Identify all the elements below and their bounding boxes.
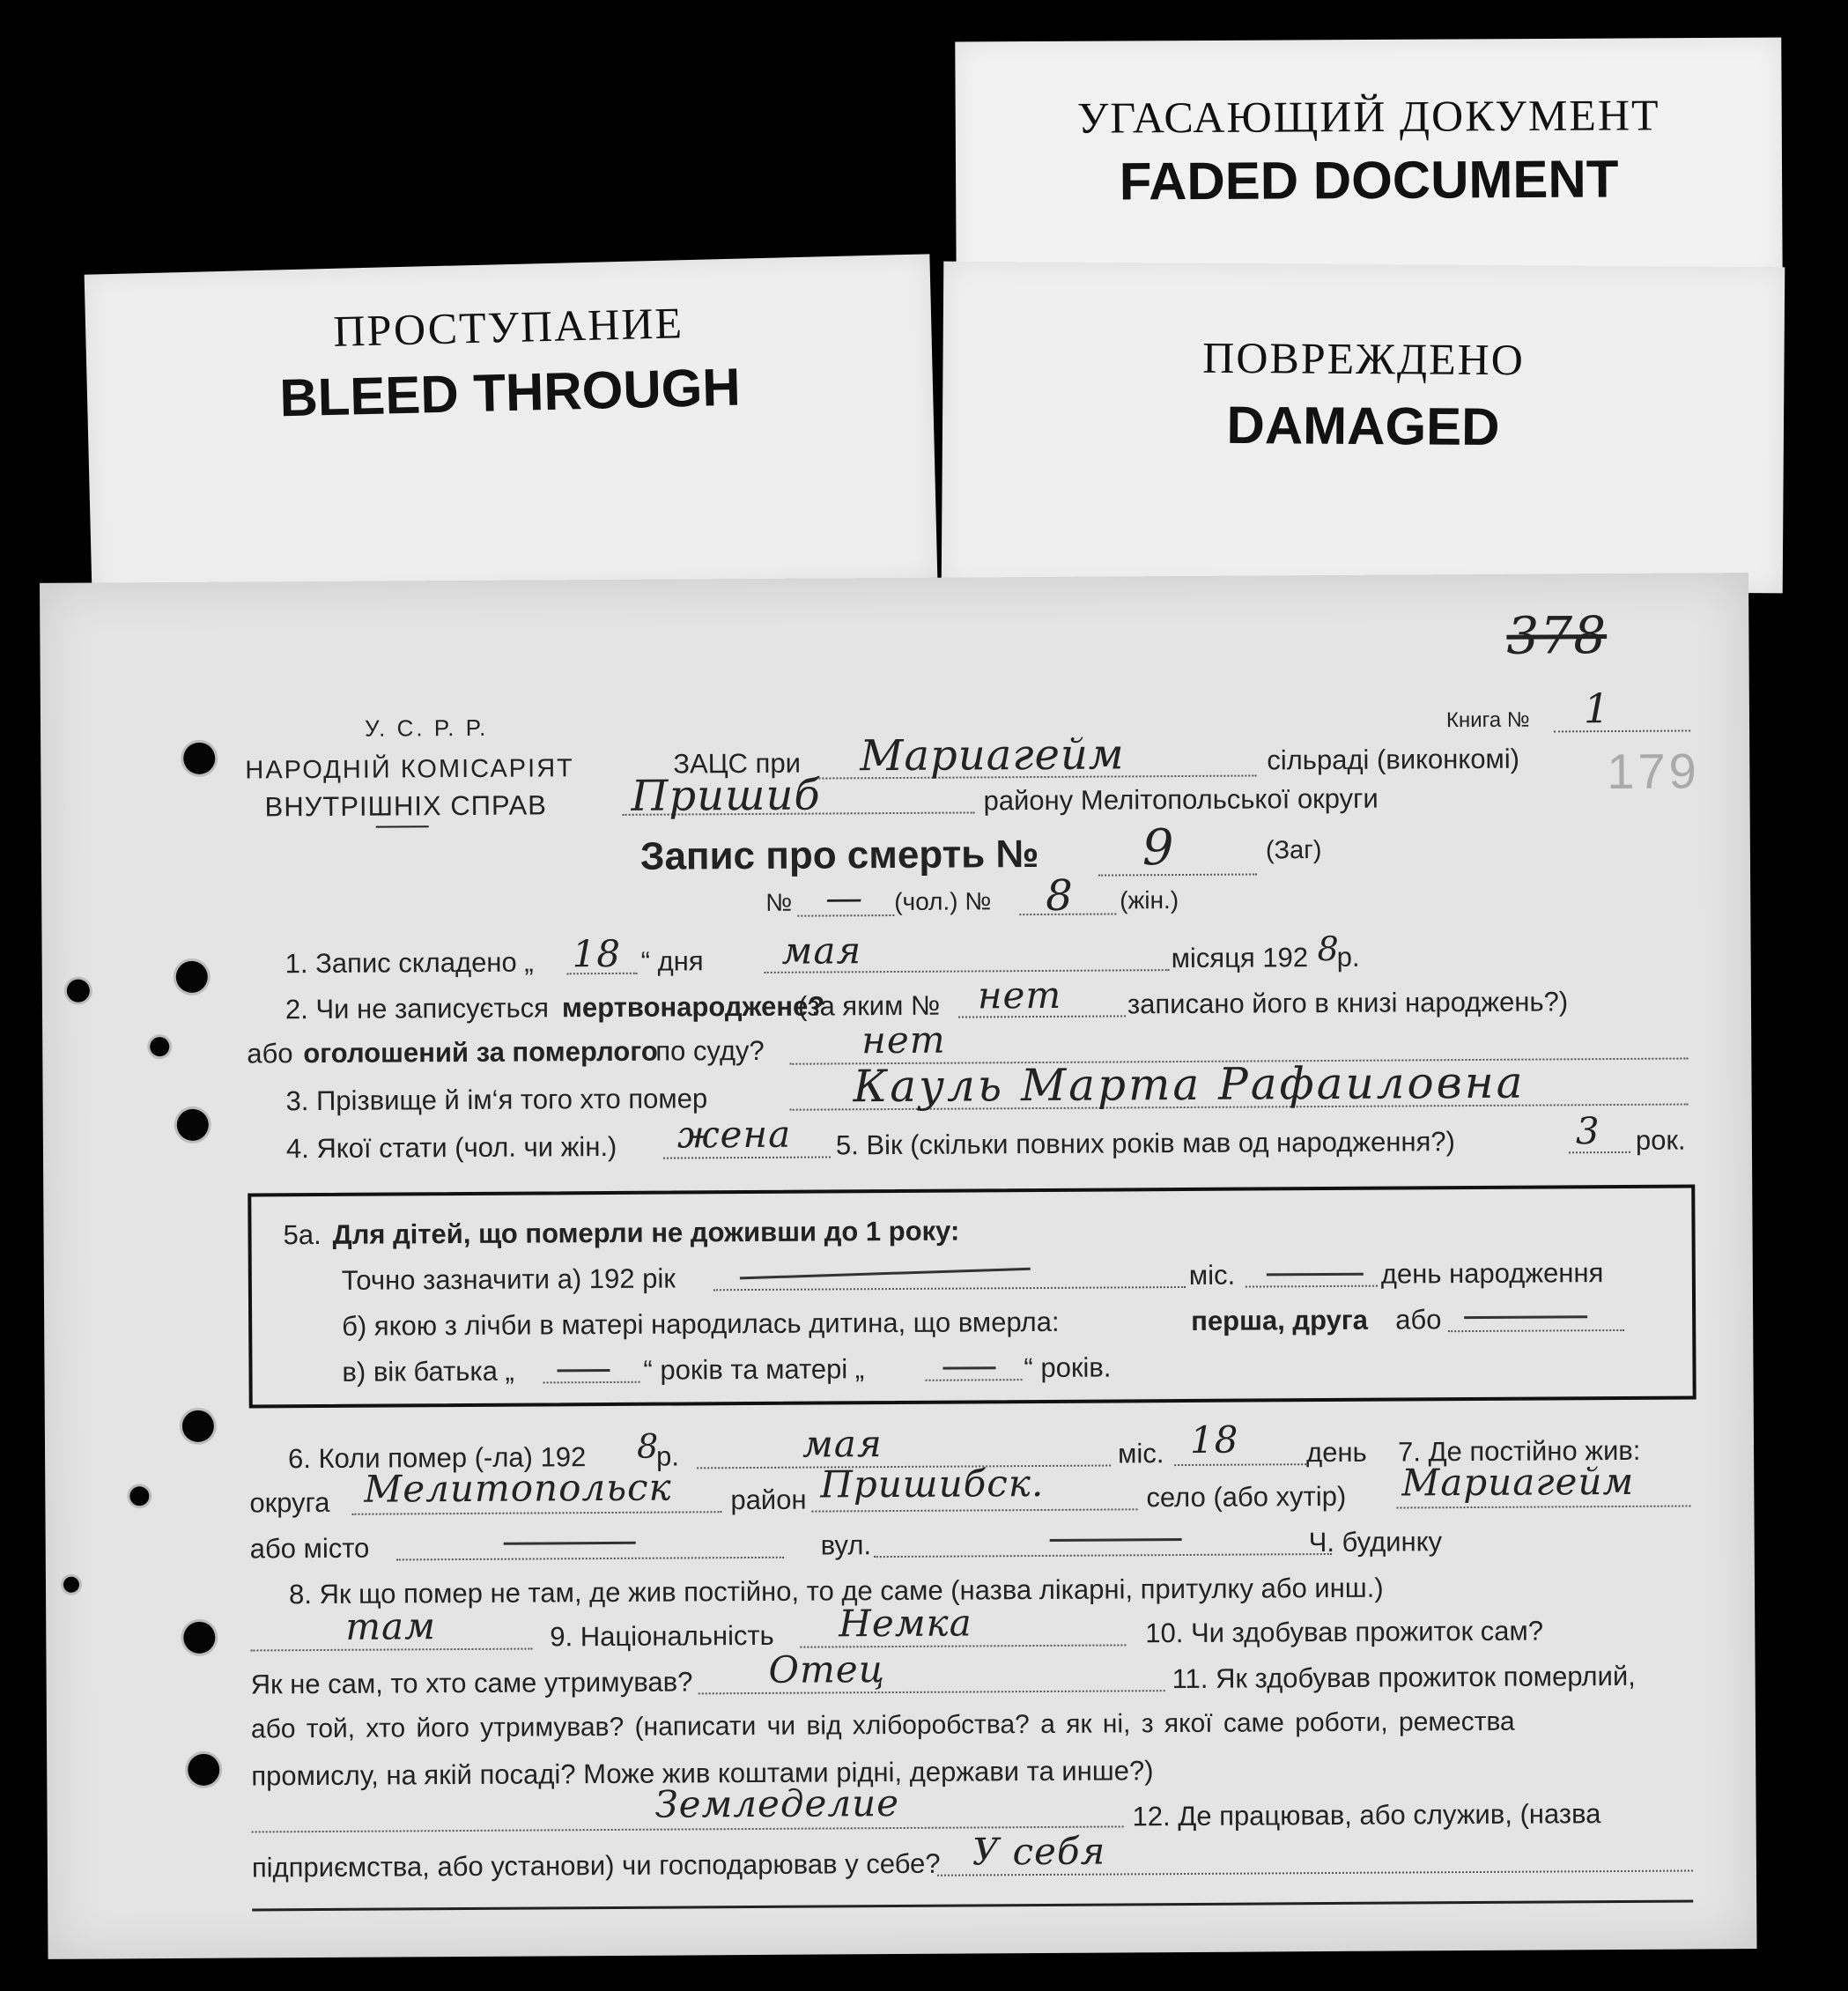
field-4-label: 4. Якої стати (чол. чи жін.) [285,1130,617,1165]
field-1-day: 18 [572,931,622,976]
field-2-label-b: мертвонароджене? [561,990,825,1024]
field-7-okruga: Мелитопольск [364,1465,672,1511]
field-2-label-d: записано його в книзі народжень?) [1127,986,1569,1020]
field-1-month: мая [781,929,862,973]
female-number: 8 [1046,870,1074,921]
box5a-b-label-b: перша, друга [1191,1304,1369,1336]
field-8-label: 8. Як що помер не там, де жив постійно, то де саме (назва лікарні, притулку або инш.) [288,1572,1384,1610]
box5a-mother-dash [942,1366,995,1369]
field-5-end: рок. [1635,1124,1686,1156]
faded-tag-en: FADED DOCUMENT [1119,149,1619,211]
punch-hole [177,1109,209,1141]
field-10b-value: Отец [768,1647,886,1691]
punch-hole [67,980,90,1003]
number-label: № [765,888,793,916]
field-8-value: там [345,1604,437,1648]
female-label: (жін.) [1120,886,1179,914]
field-4-value: жена [676,1112,792,1157]
record-number-line [1098,873,1257,876]
damaged-tag [942,262,1785,594]
field-6-label: 6. Коли помер (-ла) 192 [287,1441,587,1475]
punch-hole [183,1622,215,1654]
underline [376,825,429,827]
field-12-label-b: підприємства, або установи) чи господарював у себе? [251,1847,941,1884]
record-title: Запис про смерть № [639,833,1039,878]
punch-hole [183,743,215,774]
bleed-tag-en: BLEED THROUGH [278,357,742,428]
field-5-label: 5. Вік (скільки повних років мав од народження?) [835,1126,1456,1161]
field-11-label-c: промислу, на якій посаді? Може жив коштами рідні, держави та инше?) [251,1755,1154,1792]
field-6-month: мая [802,1422,883,1466]
book-label: Книга № [1445,707,1530,733]
field-5-value: 3 [1575,1109,1600,1153]
record-number: 9 [1142,819,1175,877]
book-number: 1 [1583,685,1611,733]
field-11-value: Земледелие [654,1780,900,1826]
commissariat-line-2: ВНУТРІШНІХ СПРАВ [264,789,547,823]
punch-hole [150,1037,169,1056]
field-1-year-label: місяця 192 [1171,942,1309,974]
faded-tag-ru: УГАСАЮЩИЙ ДОКУМЕНТ [1076,90,1660,143]
field-2-value: нет [977,973,1062,1018]
punch-hole [182,1410,214,1442]
bottom-rule [252,1899,1693,1911]
field-2b-label-b: оголошений за померлого [303,1035,658,1070]
male-label: (чол.) № [894,887,992,916]
field-7-okruga-line [351,1511,721,1515]
field-7-vul-dash [1050,1538,1182,1542]
field-7-selo-line [1396,1505,1690,1508]
field-7-misto-line [396,1557,784,1561]
field-10b-label: Як не сам, то хто саме утримував? [250,1666,693,1700]
field-7-selo-label: село (або хутір) [1146,1480,1347,1514]
punch-hole [63,1577,79,1593]
field-7-misto-dash [504,1542,636,1545]
box5a-a-month: міс. [1188,1259,1236,1291]
field-2b-value: нет [861,1018,946,1062]
field-4-line [663,1156,831,1158]
field-7-okruga-label: округа [249,1486,330,1519]
box5a-b-label-a: б) якою з лічби в матері народилась дитина, що вмерла: [342,1306,1060,1342]
box5a-c-mid: “ років та матері „ [643,1353,865,1386]
field-1-label: 1. Запис складено „ [285,946,534,980]
field-7-rayon: Пришибск. [820,1461,1045,1506]
box5a-father-dash [557,1369,610,1372]
field-1-mid: “ дня [640,945,704,977]
archive-stamp: 179 [1607,743,1700,800]
punch-hole [129,1486,149,1506]
field-7-rayon-line [811,1508,1137,1512]
field-8-line [250,1648,532,1652]
field-7-rayon-label: район [730,1484,807,1516]
field-11-label-a: 11. Як здобував прожиток померлий, [1172,1660,1636,1695]
village-council-suffix: сільраді (виконкомі) [1267,743,1520,776]
book-line [1554,729,1690,732]
field-1-end: р. [1336,941,1360,973]
damaged-tag-en: DAMAGED [1226,395,1500,457]
field-1-year: 8 [1317,929,1340,969]
field-6-year: 8 [636,1426,660,1466]
commissariat-line-1: НАРОДНІЙ КОМІСАРІЯТ [245,754,574,785]
field-2-label-c: (за яким № [797,989,941,1022]
field-7-selo: Мариагейм [1401,1459,1635,1505]
punch-hole [176,961,208,993]
district-suffix: району Мелітопольської округи [983,782,1379,817]
punch-hole [188,1754,219,1786]
box5a-c-end: “ років. [1024,1351,1112,1384]
field-7-label: 7. Де постійно жив: [1397,1434,1641,1468]
field-12-value: У себя [972,1829,1106,1874]
male-number: — [825,876,864,920]
field-6-day-line [1174,1463,1306,1466]
faded-document-tag [955,38,1782,289]
field-2b-label-a: або [247,1038,293,1070]
village-council-value: Мариагейм [860,729,1125,781]
field-7-budynok-label: Ч. будинку [1308,1526,1443,1558]
archive-number: 378 [1506,605,1608,666]
field-6-year-end: р. [655,1440,680,1472]
death-record-form [40,573,1757,1959]
box5a-c-label: в) вік батька „ [342,1355,514,1388]
field-9-label: 9. Національність [550,1619,774,1653]
field-7-vul-label: вул. [820,1529,872,1561]
field-11-label-b: або той, хто його утримував? (написати чи від хліборобства? а як ні, з якої саме роботи, ремества [250,1706,1515,1744]
field-6-day: 18 [1189,1417,1239,1462]
field-6-day-label: день [1305,1436,1367,1469]
box5a-a-end: день народження [1380,1257,1604,1290]
field-12-label-a: 12. Де працював, або служив, (назва [1132,1798,1601,1832]
damaged-tag-ru: ПОВРЕЖДЕНО [1202,332,1526,385]
field-3-value: Кауль Марта Рафаиловна [853,1056,1526,1113]
district-value: Пришиб [631,770,821,821]
field-7-vul-line [874,1553,1332,1558]
ussr-label: У. С. Р. Р. [364,714,489,742]
field-6-month-label: міс. [1117,1438,1164,1469]
field-7-misto-label: або місто [249,1532,370,1565]
bleed-tag-ru: ПРОСТУПАНИЕ [332,298,684,356]
field-9-value: Немка [839,1601,972,1646]
field-10-label: 10. Чи здобував прожиток сам? [1145,1615,1544,1649]
box5a-a-label: Точно зазначити а) 192 рік [341,1262,676,1296]
field-2b-label-c: по суду? [655,1034,765,1067]
box5a-title: Для дітей, що померли не доживши до 1 року: [332,1215,960,1250]
box5a-b-label-c: або [1395,1304,1442,1336]
record-suffix: (Заг) [1265,836,1322,865]
zags-label: ЗАЦС при [673,747,802,780]
field-2-label-a: 2. Чи не записується [285,992,550,1025]
bleed-through-tag [85,254,938,600]
box5a-number: 5а. [283,1218,322,1251]
field-3-label: 3. Прізвище й ім‘я того хто помер [285,1083,708,1117]
